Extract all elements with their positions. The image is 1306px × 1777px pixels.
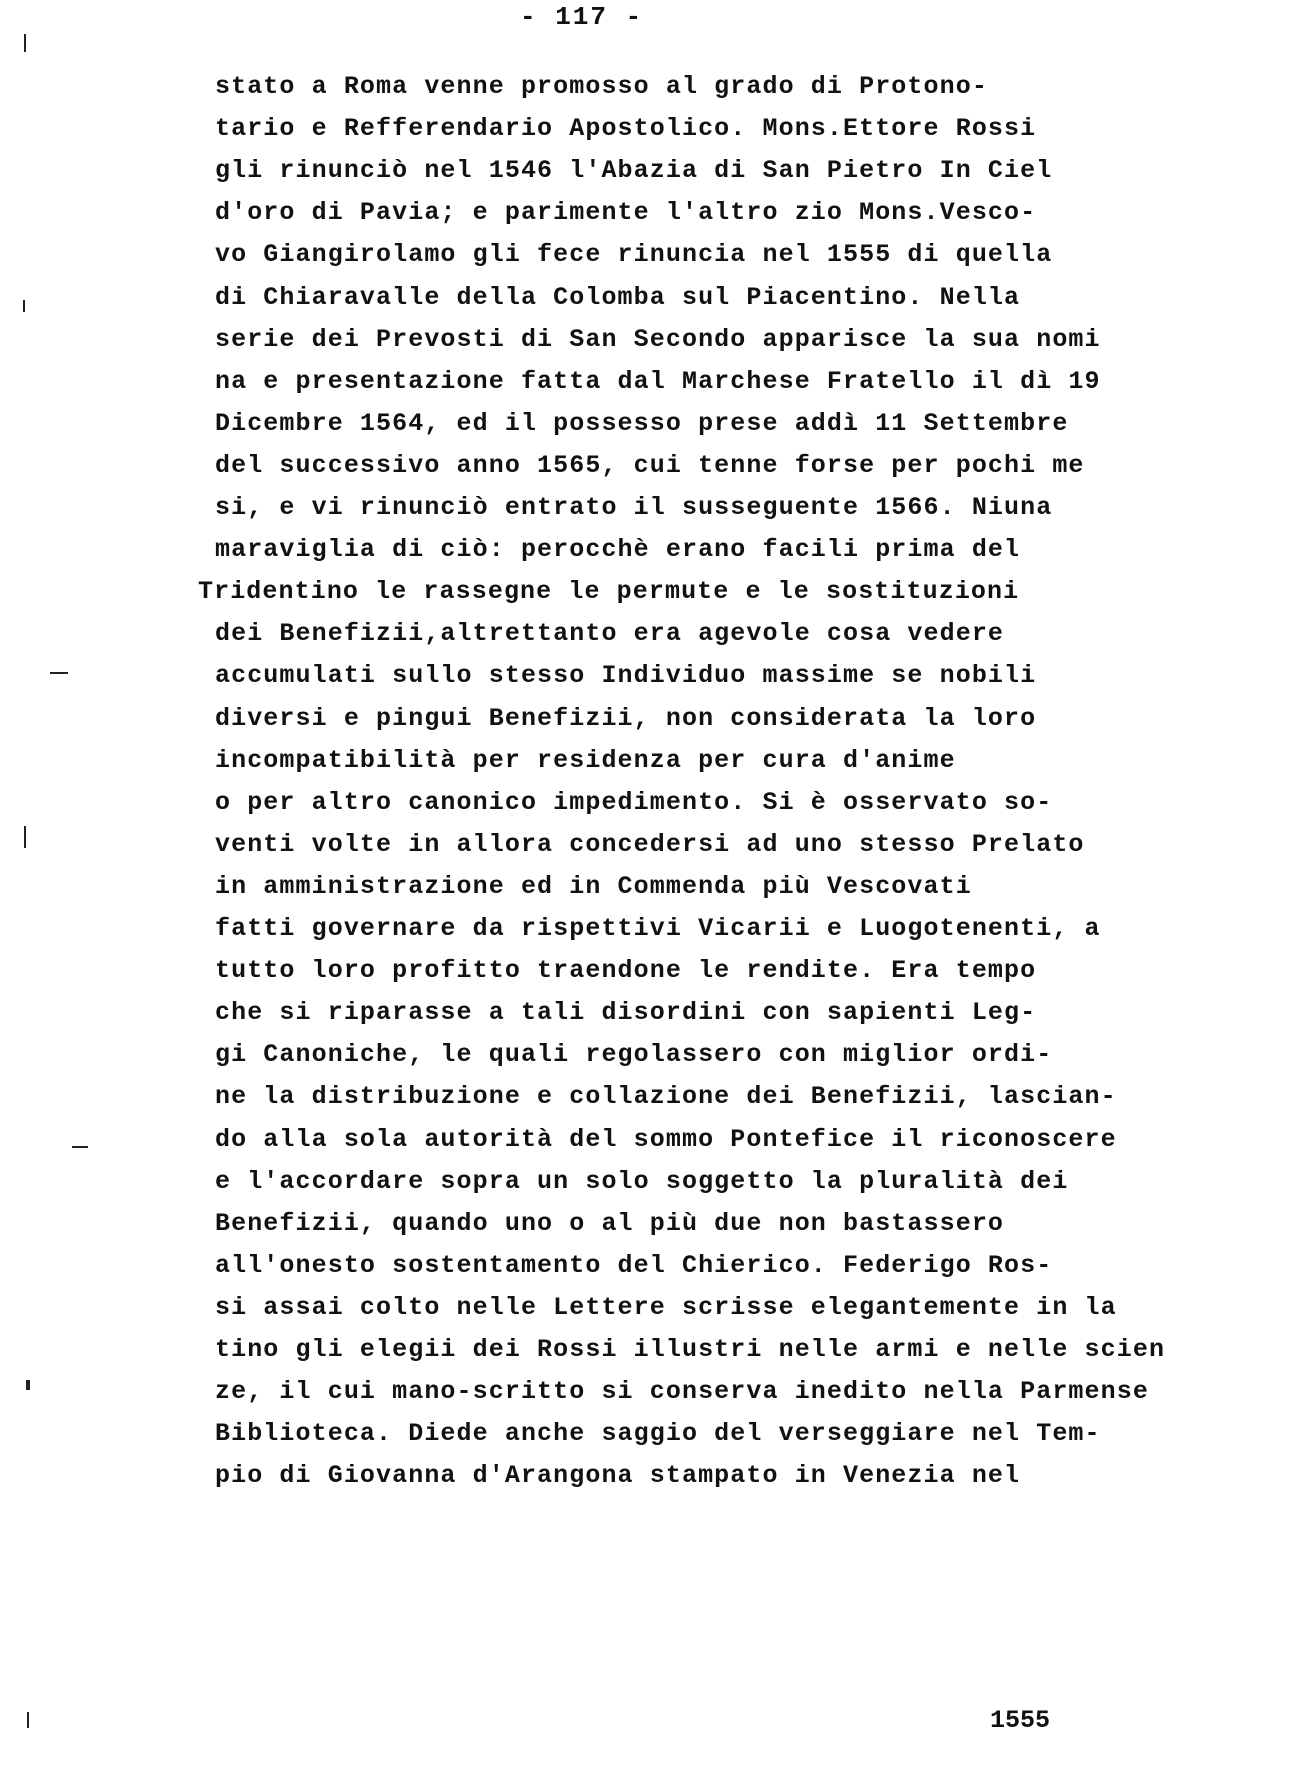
text-line: tario e Refferendario Apostolico. Mons.Ettore Rossi <box>215 114 1037 143</box>
text-line: vo Giangirolamo gli fece rinuncia nel 1555 di quella <box>215 240 1053 269</box>
text-line: si assai colto nelle Lettere scrisse elegantemente in la <box>215 1293 1117 1322</box>
margin-mark-top <box>24 34 26 52</box>
text-line: all'onesto sostentamento del Chierico. Federigo Ros- <box>215 1251 1053 1280</box>
text-line: maraviglia di ciò: perocchè erano facili prima del <box>215 535 1021 564</box>
text-line: incompatibilità per residenza per cura d'anime <box>215 746 956 775</box>
text-line: di Chiaravalle della Colomba sul Piacentino. Nella <box>215 283 1021 312</box>
text-line: che si riparasse a tali disordini con sapienti Leg- <box>215 998 1037 1027</box>
text-line: pio di Giovanna d'Arangona stampato in Venezia nel <box>215 1461 1021 1490</box>
text-line: del successivo anno 1565, cui tenne forse per pochi me <box>215 451 1085 480</box>
catchword: 1555 <box>990 1706 1051 1735</box>
text-line: fatti governare da rispettivi Vicarii e Luogotenenti, a <box>215 914 1101 943</box>
text-line: Tridentino le rassegne le permute e le sostituzioni <box>198 577 1020 606</box>
text-line: si, e vi rinunciò entrato il susseguente 1566. Niuna <box>215 493 1053 522</box>
text-line: diversi e pingui Benefizii, non considerata la loro <box>215 704 1037 733</box>
text-line: ne la distribuzione e collazione dei Benefizii, lascian- <box>215 1082 1117 1111</box>
text-line: stato a Roma venne promosso al grado di Protono- <box>215 72 988 101</box>
margin-mark-middle <box>24 826 26 848</box>
margin-mark-bottom <box>27 1712 29 1728</box>
margin-mark-dot <box>26 1380 30 1390</box>
text-line: tino gli elegii dei Rossi illustri nelle armi e nelle scien <box>215 1335 1166 1364</box>
text-line: ze, il cui mano-scritto si conserva inedito nella Parmense <box>215 1377 1149 1406</box>
text-line: serie dei Prevosti di San Secondo apparisce la sua nomi <box>215 325 1101 354</box>
text-line: Biblioteca. Diede anche saggio del verseggiare nel Tem- <box>215 1419 1101 1448</box>
text-line: d'oro di Pavia; e parimente l'altro zio Mons.Vesco- <box>215 198 1037 227</box>
text-line: gi Canoniche, le quali regolassero con miglior ordi- <box>215 1040 1053 1069</box>
text-line: dei Benefizii,altrettanto era agevole cosa vedere <box>215 619 1005 648</box>
text-line: gli rinunciò nel 1546 l'Abazia di San Pietro In Ciel <box>215 156 1053 185</box>
margin-mark-upper <box>23 300 25 312</box>
margin-mark-tick <box>50 672 68 674</box>
text-line: tutto loro profitto traendone le rendite. Era tempo <box>215 956 1037 985</box>
page-number: - 117 - <box>520 2 644 32</box>
text-line: na e presentazione fatta dal Marchese Fratello il dì 19 <box>215 367 1101 396</box>
text-line: do alla sola autorità del sommo Pontefice il riconoscere <box>215 1125 1117 1154</box>
text-line: e l'accordare sopra un solo soggetto la pluralità dei <box>215 1167 1069 1196</box>
margin-mark-tick-lower <box>72 1146 88 1148</box>
text-line: venti volte in allora concedersi ad uno stesso Prelato <box>215 830 1085 859</box>
text-line: in amministrazione ed in Commenda più Vescovati <box>215 872 972 901</box>
text-line: accumulati sullo stesso Individuo massime se nobili <box>215 661 1037 690</box>
text-line: Benefizii, quando uno o al più due non bastassero <box>215 1209 1005 1238</box>
text-line: Dicembre 1564, ed il possesso prese addì 11 Settembre <box>215 409 1069 438</box>
text-line: o per altro canonico impedimento. Si è osservato so- <box>215 788 1053 817</box>
